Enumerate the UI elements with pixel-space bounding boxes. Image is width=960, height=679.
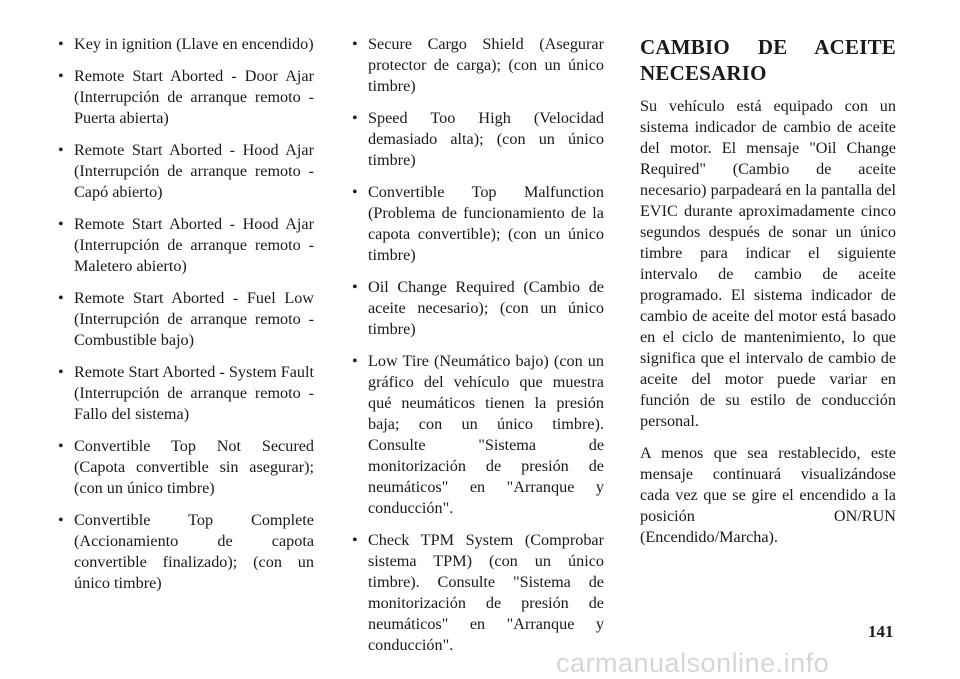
list-item-text: Remote Start Aborted - Hood Ajar (Interrupción de arranque remoto - Maletero abierto)	[74, 215, 314, 275]
list-item-text: Check TPM System (Comprobar sistema TPM) (con un único timbre). Consulte "Sistema de monitorización de presión de neumáticos" en "Arranque y conducción".	[368, 531, 604, 654]
list-item	[58, 436, 314, 499]
bullet: •	[352, 183, 358, 201]
bullet: •	[352, 352, 358, 370]
bullet: •	[58, 215, 64, 233]
list-item	[352, 530, 604, 656]
message-list-2	[352, 34, 604, 656]
bullet: •	[58, 511, 64, 529]
list-item	[58, 34, 314, 55]
list-item-text: Key in ignition (Llave en encendido)	[74, 35, 314, 53]
list-item-text: Remote Start Aborted - Hood Ajar (Interrupción de arranque remoto - Capó abierto)	[74, 141, 314, 201]
list-item	[58, 140, 314, 203]
list-item	[352, 182, 604, 266]
list-item	[352, 277, 604, 340]
bullet: •	[352, 35, 358, 53]
list-item-text: Oil Change Required (Cambio de aceite necesario); (con un único timbre)	[368, 278, 604, 338]
body-paragraph: Su vehículo está equipado con un sistema indicador de cambio de aceite del motor. El mensaje "Oil Change Required" (Cambio de aceite necesario) parpadeará en la pantalla del EVIC durante aproximadamente cinco segundos después de sonar un único timbre para indicar el siguiente intervalo de cambio de aceite programado. El sistema indicador de cambio de aceite del motor está basado en el ciclo de mantenimiento, lo que significa que el intervalo de cambio de aceite del motor puede variar en función de su estilo de conducción personal.	[640, 97, 896, 430]
bullet: •	[352, 531, 358, 549]
bullet: •	[58, 437, 64, 455]
list-item	[352, 34, 604, 97]
list-item-text: Low Tire (Neumático bajo) (con un gráfico del vehículo que muestra qué neumáticos tienen la presión baja; con un único timbre). Consulte "Sistema de monitorización de presión de neumáticos" en "Arranque y conducción".	[368, 352, 604, 517]
bullet: •	[352, 109, 358, 127]
list-item-text: Remote Start Aborted - System Fault (Interrupción de arranque remoto - Fallo del sistema)	[74, 363, 314, 423]
bullet: •	[58, 141, 64, 159]
list-item	[58, 66, 314, 129]
watermark: carmanualsonline.info	[556, 648, 830, 678]
left-column	[58, 34, 314, 605]
list-item-text: Convertible Top Malfunction (Problema de funcionamiento de la capota convertible); (con un único timbre)	[368, 183, 604, 264]
list-item	[352, 108, 604, 171]
list-item-text: Convertible Top Complete (Accionamiento de capota convertible finalizado); (con un único timbre)	[74, 511, 314, 592]
body-paragraph: A menos que sea restablecido, este mensaje continuará visualizándose cada vez que se gire el encendido a la posición ON/RUN (Encendido/Marcha).	[640, 444, 896, 546]
bullet: •	[58, 67, 64, 85]
list-item-text: Convertible Top Not Secured (Capota convertible sin asegurar); (con un único timbre)	[74, 437, 314, 497]
list-item	[352, 351, 604, 519]
right-column	[640, 34, 896, 559]
bullet: •	[352, 278, 358, 296]
middle-column	[352, 34, 604, 667]
list-item	[58, 288, 314, 351]
section-heading: CAMBIO DE ACEITE NECESARIO	[640, 35, 896, 85]
bullet: •	[58, 363, 64, 381]
list-item-text: Remote Start Aborted - Door Ajar (Interrupción de arranque remoto - Puerta abierta)	[74, 67, 314, 127]
list-item	[58, 362, 314, 425]
list-item-text: Speed Too High (Velocidad demasiado alta); (con un único timbre)	[368, 109, 604, 169]
bullet: •	[58, 289, 64, 307]
list-item-text: Secure Cargo Shield (Asegurar protector de carga); (con un único timbre)	[368, 35, 604, 95]
list-item	[58, 510, 314, 594]
bullet: •	[58, 35, 64, 53]
list-item-text: Remote Start Aborted - Fuel Low (Interrupción de arranque remoto - Combustible bajo)	[74, 289, 314, 349]
page-number: 141	[868, 622, 894, 641]
message-list-1	[58, 34, 314, 594]
list-item	[58, 214, 314, 277]
